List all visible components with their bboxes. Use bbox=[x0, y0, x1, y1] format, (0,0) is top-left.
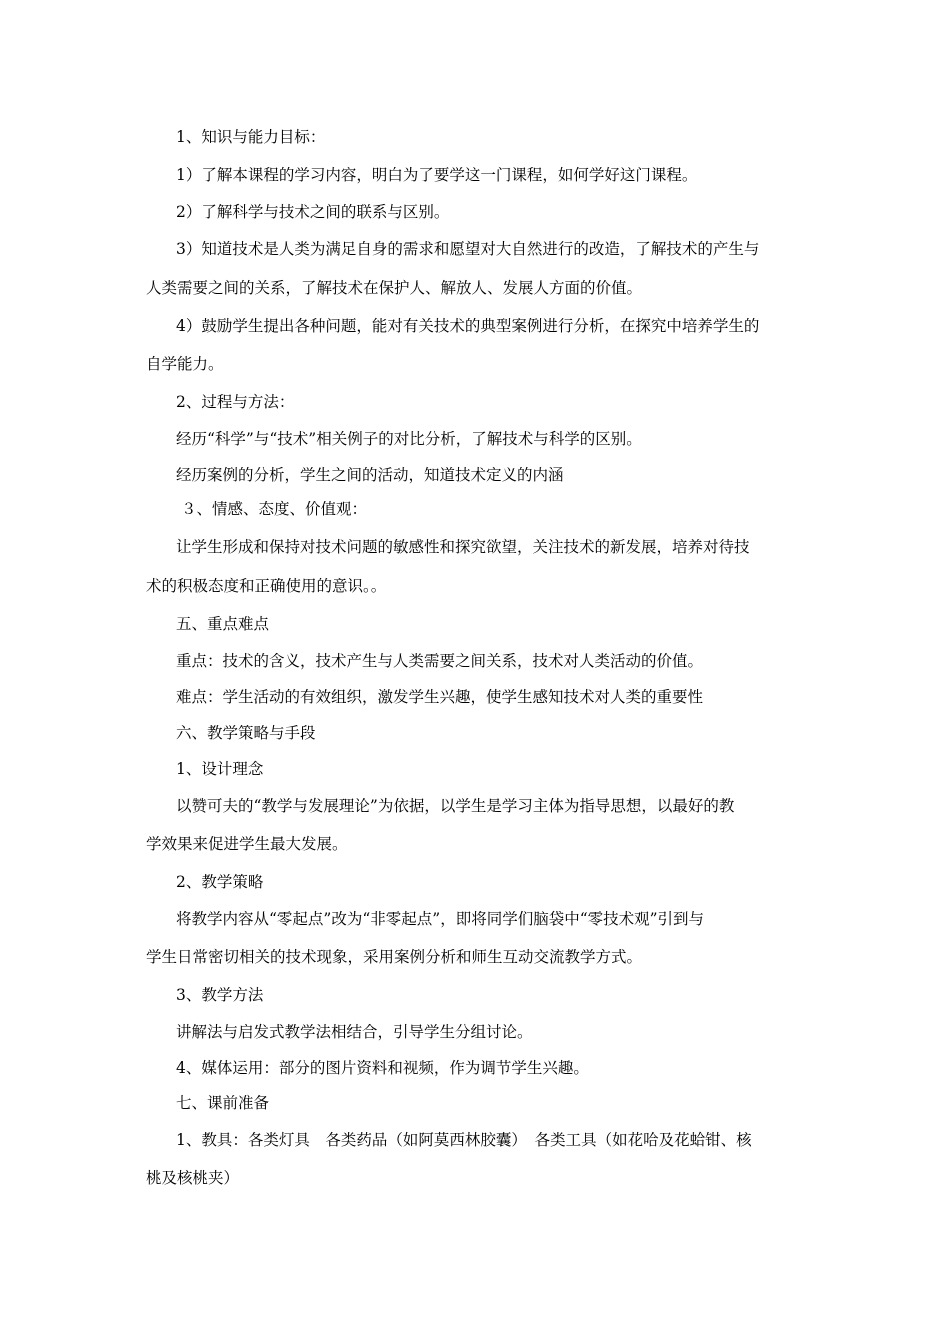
paragraph-continuation: 自学能力。 bbox=[146, 355, 224, 373]
paragraph: 3）知道技术是人类为满足自身的需求和愿望对大自然进行的改造，了解技术的产生与 bbox=[176, 240, 760, 258]
section-heading-key-points: 五、重点难点 bbox=[176, 615, 270, 633]
section-heading-strategy: 六、教学策略与手段 bbox=[176, 724, 316, 742]
paragraph: 2）了解科学与技术之间的联系与区别。 bbox=[176, 203, 450, 221]
paragraph: 1、教具：各类灯具 各类药品（如阿莫西林胶囊） 各类工具（如花哈及花蛤钳、核 bbox=[176, 1131, 752, 1149]
subheading: 1、设计理念 bbox=[176, 760, 264, 778]
paragraph: 经历“科学”与“技术”相关例子的对比分析，了解技术与科学的区别。 bbox=[176, 430, 642, 448]
heading-emotion-values: ３、情感、态度、价值观： bbox=[181, 500, 368, 518]
paragraph: 让学生形成和保持对技术问题的敏感性和探究欲望，关注技术的新发展，培养对待技 bbox=[176, 538, 750, 556]
subheading: 3、教学方法 bbox=[176, 986, 264, 1004]
paragraph-continuation: 桃及核桃夹） bbox=[146, 1169, 240, 1187]
paragraph-continuation: 学生日常密切相关的技术现象，采用案例分析和师生互动交流教学方式。 bbox=[146, 948, 643, 966]
paragraph: 经历案例的分析，学生之间的活动，知道技术定义的内涵 bbox=[176, 466, 564, 484]
paragraph: 1）了解本课程的学习内容，明白为了要学这一门课程，如何学好这门课程。 bbox=[176, 166, 698, 184]
paragraph-continuation: 人类需要之间的关系，了解技术在保护人、解放人、发展人方面的价值。 bbox=[146, 279, 643, 297]
heading-process-method: 2、过程与方法： bbox=[176, 393, 295, 411]
paragraph: 讲解法与启发式教学法相结合，引导学生分组讨论。 bbox=[176, 1023, 533, 1041]
subheading: 2、教学策略 bbox=[176, 873, 264, 891]
paragraph: 以赞可夫的“教学与发展理论”为依据，以学生是学习主体为指导思想，以最好的教 bbox=[176, 797, 735, 815]
paragraph: 将教学内容从“零起点”改为“非零起点”，即将同学们脑袋中“零技术观”引到与 bbox=[176, 910, 705, 928]
paragraph: 重点：技术的含义，技术产生与人类需要之间关系，技术对人类活动的价值。 bbox=[176, 652, 704, 670]
paragraph: 4）鼓励学生提出各种问题，能对有关技术的典型案例进行分析，在探究中培养学生的 bbox=[176, 317, 760, 335]
section-heading-preparation: 七、课前准备 bbox=[176, 1094, 270, 1112]
paragraph: 难点：学生活动的有效组织，激发学生兴趣，使学生感知技术对人类的重要性 bbox=[176, 688, 704, 706]
paragraph-continuation: 学效果来促进学生最大发展。 bbox=[146, 835, 348, 853]
heading-knowledge-goals: 1、知识与能力目标： bbox=[176, 128, 326, 146]
paragraph: 4、媒体运用：部分的图片资料和视频，作为调节学生兴趣。 bbox=[176, 1059, 589, 1077]
paragraph-continuation: 术的积极态度和正确使用的意识。。 bbox=[146, 577, 387, 595]
